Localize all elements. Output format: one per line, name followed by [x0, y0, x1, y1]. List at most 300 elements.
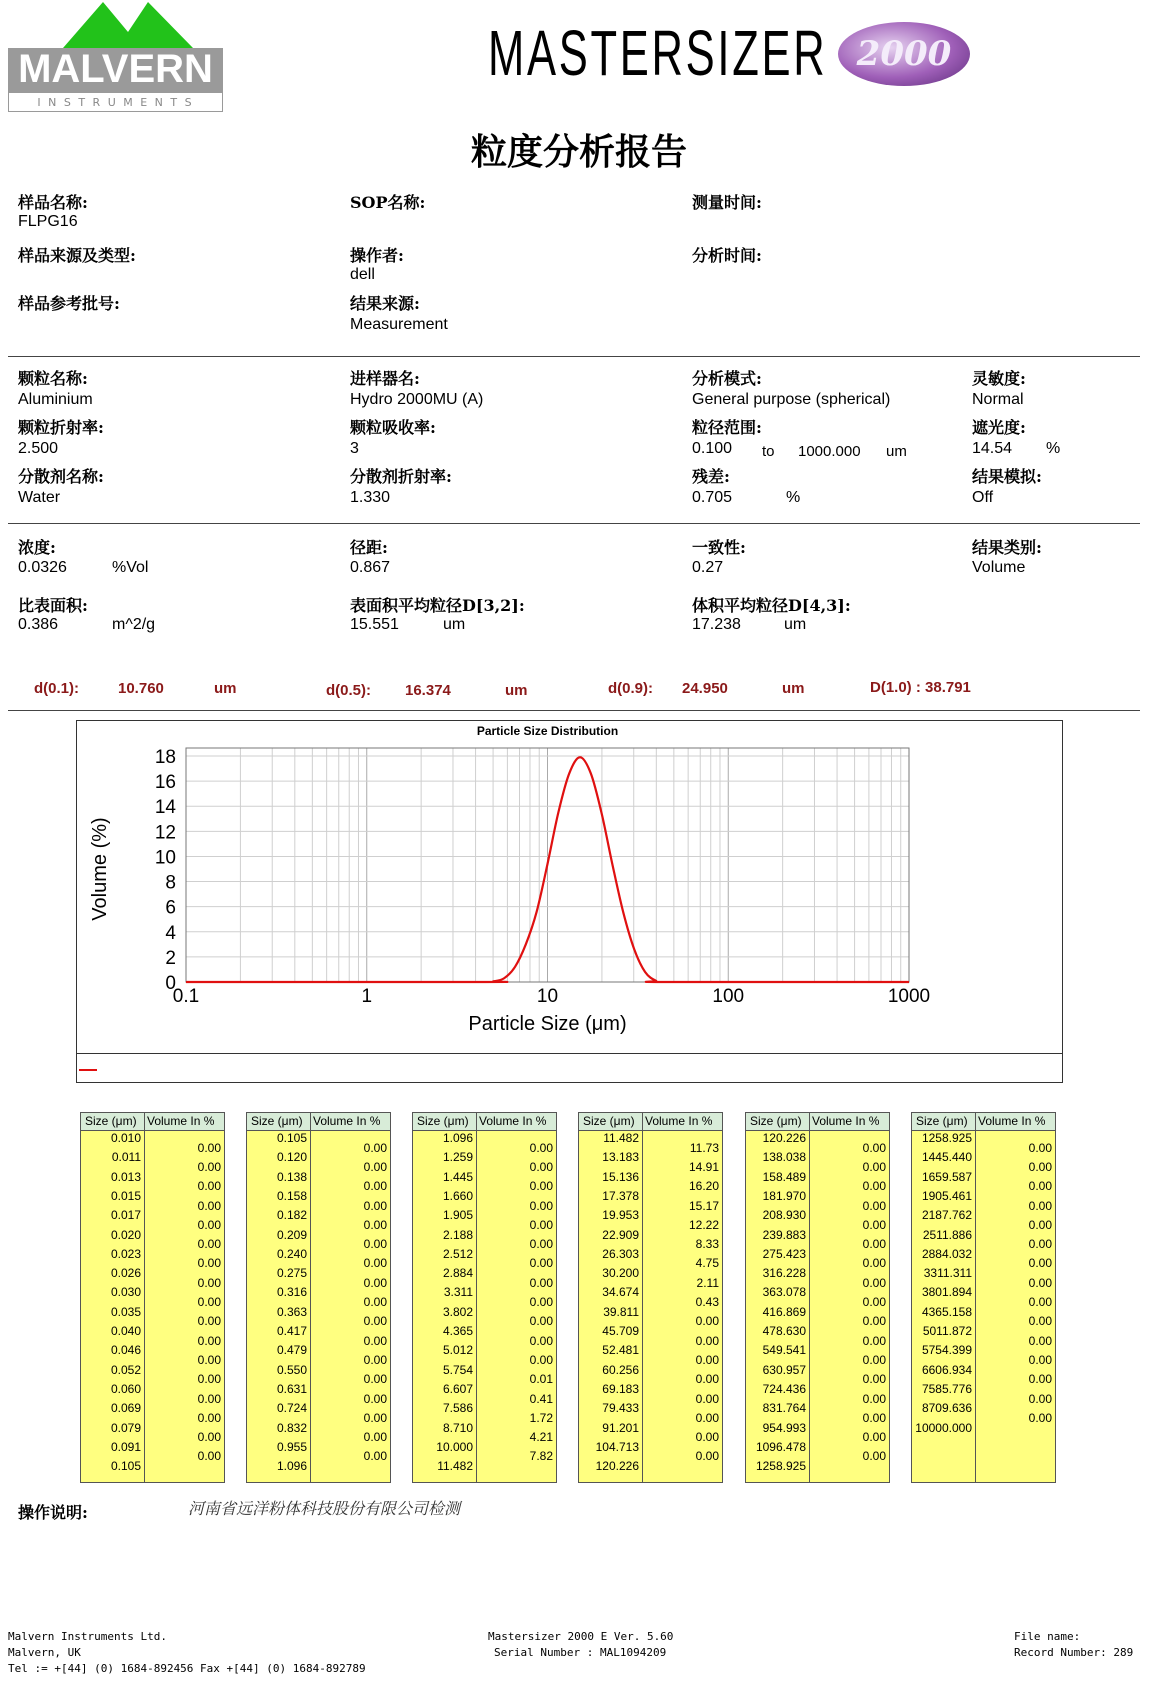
size-column-header: Size (μm) — [750, 1114, 802, 1128]
size-cell: 954.993 — [762, 1420, 806, 1435]
volume-cell: 1.72 — [529, 1410, 553, 1425]
size-cell: 2884.032 — [921, 1246, 972, 1261]
table-header — [746, 1113, 889, 1131]
sensitivity-label: 灵敏度: — [972, 369, 1026, 388]
volume-cell: 0.00 — [1028, 1410, 1052, 1425]
size-cell: 0.040 — [110, 1324, 141, 1338]
volume-cell: 0.00 — [529, 1256, 553, 1271]
volume-cell: 0.00 — [363, 1352, 387, 1367]
footer-company: Malvern Instruments Ltd. — [8, 1630, 167, 1643]
result-emulation-label: 结果模拟: — [972, 467, 1042, 486]
span-label: 径距: — [350, 538, 388, 557]
volume-column-header: Volume In % — [978, 1114, 1046, 1128]
volume-cell: 0.43 — [695, 1295, 719, 1310]
volume-cell: 0.00 — [1028, 1391, 1052, 1406]
size-cell: 26.303 — [602, 1246, 639, 1261]
size-cell: 0.832 — [276, 1420, 307, 1435]
volume-cell: 0.00 — [363, 1295, 387, 1310]
size-cell: 181.970 — [762, 1188, 806, 1203]
size-cell: 17.378 — [602, 1188, 639, 1203]
volume-cell: 0.00 — [1028, 1275, 1052, 1290]
column-divider — [809, 1113, 810, 1482]
size-volume-table — [578, 1112, 723, 1483]
y-tick-label: 4 — [165, 922, 176, 944]
volume-cell: 4.75 — [695, 1256, 719, 1271]
result-units-value: Volume — [972, 559, 1026, 576]
footer-record-number: Record Number: 289 — [1014, 1646, 1134, 1659]
volume-cell: 0.00 — [695, 1372, 719, 1387]
volume-cell: 0.00 — [197, 1410, 221, 1425]
volume-cell: 0.00 — [363, 1449, 387, 1464]
volume-cell: 2.11 — [696, 1275, 719, 1290]
size-cell: 2187.762 — [921, 1208, 972, 1223]
particle-name-value: Aluminium — [18, 391, 93, 408]
size-cell: 45.709 — [602, 1324, 639, 1338]
size-cell: 13.183 — [602, 1150, 639, 1165]
uniformity-value: 0.27 — [692, 559, 724, 576]
size-cell: 0.479 — [276, 1343, 307, 1358]
size-cell: 69.183 — [602, 1381, 639, 1396]
specific-surface-area-value: 0.386 — [18, 616, 59, 633]
volume-cell: 0.00 — [529, 1333, 553, 1348]
volume-column-header: Volume In % — [645, 1114, 713, 1128]
d01-label: d(0.1): — [34, 680, 79, 697]
size-range-label: 粒径范围: — [692, 418, 762, 437]
size-cell: 1258.925 — [755, 1459, 806, 1474]
d05-label: d(0.5): — [326, 682, 371, 699]
volume-cell: 0.00 — [197, 1159, 221, 1174]
volume-cell: 0.00 — [1028, 1295, 1052, 1310]
volume-cell: 0.00 — [197, 1333, 221, 1348]
divider — [8, 356, 1140, 357]
d05-unit: um — [505, 682, 528, 699]
size-cell: 39.811 — [603, 1304, 639, 1319]
size-cell: 91.201 — [602, 1420, 639, 1435]
y-axis-label: Volume (%) — [89, 817, 111, 921]
y-tick-label: 10 — [154, 847, 176, 869]
size-column-header: Size (μm) — [583, 1114, 635, 1128]
residual-value: 0.705 — [692, 489, 733, 506]
volume-cell: 0.00 — [363, 1159, 387, 1174]
dispersant-name-label: 分散剂名称: — [18, 467, 104, 486]
size-cell: 0.209 — [276, 1227, 307, 1242]
size-cell: 0.631 — [276, 1381, 307, 1396]
product-badge-text: 2000 — [856, 34, 952, 74]
size-cell: 478.630 — [762, 1324, 806, 1338]
size-cell: 275.423 — [762, 1246, 806, 1261]
size-cell: 4.365 — [442, 1324, 473, 1338]
size-cell: 0.417 — [276, 1324, 307, 1338]
y-tick-label: 8 — [165, 872, 176, 894]
report-title: 粒度分析报告 — [470, 131, 687, 173]
chart-title: Particle Size Distribution — [476, 724, 619, 738]
volume-cell: 0.00 — [529, 1314, 553, 1329]
uniformity-label: 一致性: — [692, 538, 746, 557]
size-cell: 0.052 — [110, 1362, 141, 1377]
size-cell: 3.311 — [443, 1285, 473, 1300]
x-tick-label: 1 — [361, 986, 373, 1007]
size-cell: 7585.776 — [921, 1381, 972, 1396]
volume-cell: 0.00 — [1028, 1179, 1052, 1194]
d32-label: 表面积平均粒径D[3,2]: — [350, 596, 525, 615]
size-column-header: Size (μm) — [251, 1114, 303, 1128]
operator-label: 操作者: — [350, 246, 404, 265]
volume-cell: 0.00 — [862, 1198, 886, 1213]
volume-cell: 0.00 — [1028, 1159, 1052, 1174]
specific-surface-area-unit: m^2/g — [112, 616, 156, 633]
volume-cell: 7.82 — [529, 1449, 553, 1464]
size-cell: 104.713 — [595, 1439, 639, 1454]
legend-line-swatch — [79, 1069, 97, 1071]
volume-cell: 16.20 — [688, 1179, 719, 1194]
size-cell: 0.017 — [110, 1208, 141, 1223]
y-tick-label: 0 — [165, 973, 176, 994]
size-cell: 30.200 — [602, 1266, 639, 1281]
volume-cell: 0.00 — [862, 1295, 886, 1310]
size-cell: 0.138 — [276, 1169, 307, 1184]
size-cell: 5.754 — [442, 1362, 473, 1377]
d09-unit: um — [782, 680, 805, 697]
d43-label: 体积平均粒径D[4,3]: — [692, 596, 851, 615]
column-divider — [476, 1113, 477, 1482]
volume-cell: 0.00 — [862, 1372, 886, 1387]
size-cell: 0.015 — [110, 1188, 141, 1203]
size-cell: 0.240 — [276, 1246, 307, 1261]
size-cell: 0.011 — [111, 1150, 141, 1165]
volume-cell: 0.00 — [529, 1352, 553, 1367]
volume-cell: 4.21 — [529, 1430, 553, 1445]
volume-column-header: Volume In % — [479, 1114, 547, 1128]
volume-cell: 0.00 — [1028, 1256, 1052, 1271]
size-cell: 0.046 — [110, 1343, 141, 1358]
size-cell: 15.136 — [602, 1169, 639, 1184]
volume-cell: 0.00 — [1028, 1372, 1052, 1387]
y-tick-label: 12 — [154, 822, 176, 844]
volume-cell: 0.00 — [862, 1159, 886, 1174]
volume-cell: 0.00 — [695, 1333, 719, 1348]
volume-cell: 0.00 — [695, 1430, 719, 1445]
malvern-logo — [8, 0, 223, 112]
volume-cell: 0.00 — [363, 1140, 387, 1155]
size-cell: 0.079 — [110, 1420, 141, 1435]
volume-cell: 0.00 — [197, 1217, 221, 1232]
size-cell: 79.433 — [602, 1401, 639, 1416]
volume-cell: 0.00 — [695, 1449, 719, 1464]
size-cell: 316.228 — [762, 1266, 806, 1281]
brand-name: MALVERN — [18, 47, 213, 91]
size-volume-table — [911, 1112, 1056, 1483]
d01-unit: um — [214, 680, 237, 697]
size-cell: 549.541 — [762, 1343, 806, 1358]
volume-cell: 0.00 — [197, 1237, 221, 1252]
size-cell: 1.096 — [276, 1459, 307, 1474]
size-cell: 0.275 — [276, 1266, 307, 1281]
volume-cell: 0.00 — [197, 1352, 221, 1367]
d32-unit: um — [443, 616, 466, 633]
d43-value: 17.238 — [692, 616, 741, 633]
d10-value: D(1.0) : 38.791 — [870, 679, 971, 696]
volume-cell: 0.00 — [197, 1430, 221, 1445]
size-cell: 0.010 — [110, 1131, 141, 1145]
volume-cell: 0.00 — [197, 1140, 221, 1155]
size-cell: 831.764 — [762, 1401, 806, 1416]
size-cell: 0.026 — [110, 1266, 141, 1281]
volume-cell: 0.00 — [529, 1159, 553, 1174]
footer-serial: Serial Number : MAL1094209 — [494, 1646, 667, 1659]
volume-cell: 0.00 — [529, 1140, 553, 1155]
y-tick-label: 16 — [154, 772, 176, 794]
result-source-value: Measurement — [350, 316, 448, 333]
size-cell: 0.060 — [110, 1381, 141, 1396]
volume-cell: 0.00 — [197, 1449, 221, 1464]
size-volume-table — [246, 1112, 391, 1483]
table-header — [81, 1113, 224, 1131]
volume-cell: 0.00 — [862, 1217, 886, 1232]
x-tick-label: 100 — [712, 986, 745, 1007]
particle-absorption-value: 3 — [350, 440, 359, 457]
size-cell: 1445.440 — [921, 1150, 972, 1165]
x-tick-label: 0.1 — [172, 986, 200, 1007]
size-cell: 1258.925 — [921, 1131, 972, 1145]
volume-cell: 0.00 — [363, 1237, 387, 1252]
size-cell: 7.586 — [442, 1401, 473, 1416]
size-cell: 630.957 — [762, 1362, 806, 1377]
volume-cell: 0.00 — [363, 1333, 387, 1348]
analysis-mode-value: General purpose (spherical) — [692, 391, 891, 408]
column-divider — [642, 1113, 643, 1482]
analysis-mode-label: 分析模式: — [692, 369, 762, 388]
volume-cell: 0.00 — [363, 1217, 387, 1232]
size-column-header: Size (μm) — [85, 1114, 137, 1128]
volume-cell: 0.00 — [363, 1391, 387, 1406]
product-name: MASTERSIZER — [488, 17, 828, 89]
size-cell: 0.316 — [276, 1285, 307, 1300]
volume-cell: 0.00 — [197, 1179, 221, 1194]
concentration-value: 0.0326 — [18, 559, 67, 576]
volume-cell: 0.01 — [529, 1372, 553, 1387]
size-cell: 0.955 — [276, 1439, 307, 1454]
size-cell: 5011.872 — [922, 1324, 972, 1338]
result-source-label: 结果来源: — [350, 294, 420, 313]
measure-time-label: 测量时间: — [692, 193, 762, 212]
volume-column-header: Volume In % — [812, 1114, 880, 1128]
size-range-max: 1000.000 — [798, 443, 861, 460]
size-cell: 0.182 — [276, 1208, 307, 1223]
chart-legend-divider — [77, 1053, 1062, 1054]
notes-label: 操作说明: — [18, 1503, 88, 1522]
notes-text: 河南省远洋粉体科技股份有限公司检测 — [188, 1499, 461, 1518]
dispersant-name-value: Water — [18, 489, 61, 506]
volume-cell: 0.00 — [197, 1256, 221, 1271]
concentration-unit: %Vol — [112, 559, 149, 576]
volume-cell: 0.00 — [363, 1372, 387, 1387]
size-cell: 6606.934 — [921, 1362, 972, 1377]
size-cell: 0.724 — [276, 1401, 307, 1416]
x-tick-label: 1000 — [887, 986, 931, 1007]
size-cell: 4365.158 — [921, 1304, 972, 1319]
volume-cell: 0.00 — [529, 1295, 553, 1310]
size-column-header: Size (μm) — [417, 1114, 469, 1128]
size-cell: 52.481 — [602, 1343, 639, 1358]
volume-cell: 0.00 — [1028, 1140, 1052, 1155]
table-header — [912, 1113, 1055, 1131]
volume-cell: 0.00 — [862, 1410, 886, 1425]
volume-cell: 11.73 — [689, 1140, 719, 1155]
concentration-label: 浓度: — [18, 538, 56, 557]
volume-cell: 0.00 — [1028, 1217, 1052, 1232]
volume-cell: 12.22 — [688, 1217, 719, 1232]
volume-cell: 0.00 — [363, 1256, 387, 1271]
volume-cell: 0.00 — [1028, 1352, 1052, 1367]
table-header — [579, 1113, 722, 1131]
size-cell: 11.482 — [603, 1131, 639, 1145]
volume-cell: 0.00 — [529, 1179, 553, 1194]
size-cell: 2.884 — [442, 1266, 473, 1281]
particle-absorption-label: 颗粒吸收率: — [350, 418, 436, 437]
size-cell: 0.120 — [276, 1150, 307, 1165]
x-axis-label: Particle Size (μm) — [468, 1013, 627, 1035]
size-cell: 0.020 — [110, 1227, 141, 1242]
size-cell: 1096.478 — [755, 1439, 806, 1454]
volume-cell: 0.00 — [197, 1295, 221, 1310]
d09-value: 24.950 — [682, 680, 728, 697]
size-cell: 19.953 — [602, 1208, 639, 1223]
y-tick-label: 2 — [165, 947, 176, 969]
size-cell: 0.105 — [110, 1459, 141, 1474]
y-tick-label: 6 — [165, 897, 176, 919]
residual-unit: % — [786, 489, 801, 506]
span-value: 0.867 — [350, 559, 391, 576]
particle-refractive-index-value: 2.500 — [18, 440, 59, 457]
volume-cell: 15.17 — [688, 1198, 719, 1213]
column-divider — [310, 1113, 311, 1482]
size-cell: 1.905 — [442, 1208, 473, 1223]
size-cell: 1.445 — [442, 1169, 473, 1184]
volume-cell: 14.91 — [688, 1159, 719, 1174]
obscuration-value: 14.54 — [972, 440, 1013, 457]
volume-cell: 0.00 — [1028, 1314, 1052, 1329]
size-cell: 239.883 — [762, 1227, 806, 1242]
size-cell: 0.030 — [110, 1285, 141, 1300]
sampler-label: 进样器名: — [350, 369, 420, 388]
size-cell: 1.096 — [442, 1131, 473, 1145]
size-cell: 10.000 — [436, 1439, 473, 1454]
size-volume-table — [80, 1112, 225, 1483]
size-cell: 5754.399 — [921, 1343, 972, 1358]
volume-column-header: Volume In % — [147, 1114, 215, 1128]
sop-name-label: SOP名称: — [350, 193, 426, 212]
volume-cell: 0.00 — [695, 1391, 719, 1406]
volume-cell: 0.00 — [862, 1237, 886, 1252]
volume-cell: 0.00 — [695, 1352, 719, 1367]
volume-cell: 0.00 — [529, 1217, 553, 1232]
volume-cell: 0.00 — [862, 1333, 886, 1348]
size-column-header: Size (μm) — [916, 1114, 968, 1128]
sensitivity-value: Normal — [972, 391, 1024, 408]
column-divider — [144, 1113, 145, 1482]
volume-cell: 0.00 — [862, 1449, 886, 1464]
volume-column-header: Volume In % — [313, 1114, 381, 1128]
volume-cell: 0.00 — [1028, 1237, 1052, 1252]
size-range-unit: um — [886, 443, 907, 460]
sample-source-label: 样品来源及类型: — [18, 246, 136, 265]
volume-cell: 0.00 — [1028, 1333, 1052, 1348]
volume-cell: 0.00 — [862, 1179, 886, 1194]
size-cell: 120.226 — [762, 1131, 806, 1145]
size-cell: 0.363 — [276, 1304, 307, 1319]
size-cell: 724.436 — [762, 1381, 806, 1396]
volume-cell: 0.00 — [363, 1179, 387, 1194]
volume-cell: 0.00 — [862, 1140, 886, 1155]
size-cell: 0.105 — [276, 1131, 307, 1145]
volume-cell: 0.00 — [197, 1198, 221, 1213]
size-cell: 120.226 — [595, 1459, 639, 1474]
column-divider — [975, 1113, 976, 1482]
footer-location: Malvern, UK — [8, 1646, 81, 1659]
size-range-min: 0.100 — [692, 440, 733, 457]
table-header — [247, 1113, 390, 1131]
sampler-value: Hydro 2000MU (A) — [350, 391, 484, 408]
volume-cell: 0.41 — [529, 1391, 553, 1406]
size-cell: 34.674 — [602, 1285, 639, 1300]
size-cell: 3.802 — [442, 1304, 473, 1319]
d05-value: 16.374 — [405, 682, 451, 699]
size-cell: 5.012 — [442, 1343, 473, 1358]
divider — [8, 710, 1140, 711]
size-cell: 0.035 — [110, 1304, 141, 1319]
d01-value: 10.760 — [118, 680, 164, 697]
volume-cell: 0.00 — [862, 1275, 886, 1290]
size-cell: 1905.461 — [921, 1188, 972, 1203]
volume-cell: 0.00 — [529, 1275, 553, 1290]
sample-name-value: FLPG16 — [18, 213, 78, 230]
particle-name-label: 颗粒名称: — [18, 369, 88, 388]
product-badge — [838, 22, 970, 86]
size-cell: 2511.886 — [922, 1227, 972, 1242]
volume-cell: 0.00 — [695, 1410, 719, 1425]
size-cell: 11.482 — [437, 1459, 473, 1474]
y-tick-label: 18 — [154, 747, 176, 768]
result-units-label: 结果类别: — [972, 538, 1042, 557]
volume-cell: 0.00 — [197, 1275, 221, 1290]
d32-value: 15.551 — [350, 616, 399, 633]
size-cell: 0.091 — [110, 1439, 141, 1454]
size-cell: 138.038 — [762, 1150, 806, 1165]
size-cell: 60.256 — [602, 1362, 639, 1377]
size-cell: 1.259 — [442, 1150, 473, 1165]
brand-subtitle: I N S T R U M E N T S — [37, 96, 194, 109]
size-cell: 2.512 — [442, 1246, 473, 1261]
volume-cell: 0.00 — [529, 1198, 553, 1213]
size-cell: 0.023 — [110, 1246, 141, 1261]
volume-cell: 0.00 — [363, 1314, 387, 1329]
obscuration-unit: % — [1046, 440, 1061, 457]
size-cell: 10000.000 — [915, 1420, 972, 1435]
size-cell: 3801.894 — [921, 1285, 972, 1300]
d09-label: d(0.9): — [608, 680, 653, 697]
size-cell: 158.489 — [762, 1169, 806, 1184]
dispersant-refractive-index-value: 1.330 — [350, 489, 391, 506]
volume-cell: 0.00 — [363, 1198, 387, 1213]
volume-cell: 0.00 — [197, 1391, 221, 1406]
volume-cell: 0.00 — [363, 1430, 387, 1445]
size-cell: 1.660 — [442, 1188, 473, 1203]
size-cell: 208.930 — [762, 1208, 806, 1223]
size-cell: 0.069 — [110, 1401, 141, 1416]
volume-cell: 0.00 — [862, 1314, 886, 1329]
particle-refractive-index-label: 颗粒折射率: — [18, 418, 104, 437]
size-cell: 8.710 — [442, 1420, 473, 1435]
